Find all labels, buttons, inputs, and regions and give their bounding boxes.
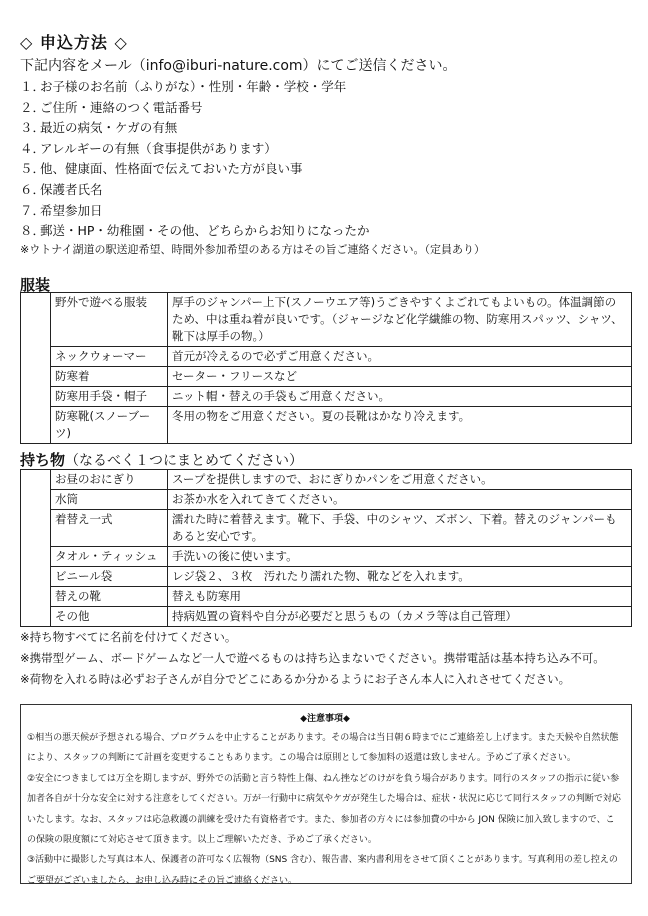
list-item: ７．希望参加日 bbox=[20, 202, 103, 218]
table-row bbox=[21, 587, 632, 607]
belongings-notes bbox=[20, 627, 605, 690]
table-row bbox=[21, 293, 632, 347]
belongings-table bbox=[20, 469, 632, 627]
notice-paragraph: ②安全につきましては万全を期しますが、野外での活動と言う特性上傷、ねん挫などのけがを負う場合があります。同行のスタッフの指示に従い参加者各自が十分な安全に対する注意をしてください。万が一行動中に病気やケガが発生した場合は、症状・状況に応じて同行スタッフの判断で対応いたします。なお、スタッフは応急救護の訓練を受けた有資格者です。また、参加者の方々には参加費の中から JON 保険に加入致しますので、この保険の限度額にて対応させて頂きます。以上ご理解いただき、予めご了承ください。 bbox=[27, 773, 621, 846]
pickup-note: ※ウトナイ湖道の駅送迎希望、時間外参加希望のある方はその旨ご連絡ください。（定員あり） bbox=[20, 243, 485, 256]
list-item: ５．他、健康面、性格面で伝えておいた方が良い事 bbox=[20, 161, 303, 177]
note-item: ※携帯型ゲーム、ボードゲームなど一人で遊べるものは持ち込まないでください。携帯電話は基本持ち込み不可。 bbox=[20, 651, 605, 665]
list-item: ８．郵送・HP・幼稚園・その他、どちらからお知りになったか bbox=[20, 223, 370, 239]
table-cell: 冬用の物をご用意ください。夏の長靴はかなり冷えます。 bbox=[168, 407, 632, 444]
table-cell: 手洗いの後に使います。 bbox=[168, 547, 632, 567]
table-row bbox=[21, 407, 632, 444]
note-item: ※持ち物すべてに名前を付けてください。 bbox=[20, 630, 237, 644]
table-row bbox=[21, 510, 632, 547]
table-row bbox=[21, 470, 632, 490]
table-cell: 水筒 bbox=[51, 490, 168, 510]
table-cell: 着替え一式 bbox=[51, 510, 168, 547]
list-item: ３．最近の病気・ケガの有無 bbox=[20, 120, 178, 136]
table-cell: 首元が冷えるので必ずご用意ください。 bbox=[168, 347, 632, 367]
table-cell: ネックウォーマー bbox=[51, 347, 168, 367]
notice-paragraph: ③活動中に撮影した写真は本人、保護者の許可なく広報物（SNS 含む）、報告書、案内書利用をさせて頂くことがあります。写真利用の差し控えのご要望がございましたら、お申し込み時にその旨ご連絡ください。 bbox=[27, 855, 618, 886]
table-cell: 野外で遊べる服装 bbox=[51, 293, 168, 347]
table-cell: ニット帽・替えの手袋もご用意ください。 bbox=[168, 387, 632, 407]
application-steps-list bbox=[20, 77, 369, 242]
table-row bbox=[21, 490, 632, 510]
table-cell: 防寒着 bbox=[51, 367, 168, 387]
table-cell: 防寒靴(スノーブーツ) bbox=[51, 407, 168, 444]
clothing-section-title: 服装 bbox=[20, 276, 51, 294]
table-cell: 厚手のジャンパー上下(スノーウエア等)うごきやすくよごれてもよいもの。体温調節のため、中は重ね着が良いです。（ジャージなど化学繊維の物、防寒用スパッツ、シャツ、靴下は厚手の物。） bbox=[168, 293, 632, 347]
table-row bbox=[21, 547, 632, 567]
table-row bbox=[21, 367, 632, 387]
list-item: ４．アレルギーの有無（食事提供があります） bbox=[20, 140, 277, 156]
table-row bbox=[21, 607, 632, 627]
table-cell: スープを提供しますので、おにぎりかパンをご用意ください。 bbox=[168, 470, 632, 490]
intro-text: 下記内容をメール（info@iburi-nature.com）にてご送信ください。 bbox=[20, 58, 457, 74]
note-item: ※荷物を入れる時は必ずお子さんが自分でどこにあるか分かるようにお子さん本人に入れさせてください。 bbox=[20, 672, 571, 686]
notice-box bbox=[20, 704, 632, 884]
list-item: ６．保護者氏名 bbox=[20, 181, 103, 197]
table-cell: 替えの靴 bbox=[51, 587, 168, 607]
notice-paragraph: ①相当の悪天候が予想される場合、プログラムを中止することがあります。その場合は当日朝６時までにご連絡差し上げます。また天候や自然状態により、スタッフの判断にて計画を変更することもあります。この場合は原則として参加料の返還は致しません。予めご了承ください。 bbox=[27, 733, 619, 764]
table-cell: 濡れた時に着替えます。靴下、手袋、中のシャツ、ズボン、下着。替えのジャンパーもあると安心です。 bbox=[168, 510, 632, 547]
table-row bbox=[21, 567, 632, 587]
table-cell: レジ袋２、３枚 汚れたり濡れた物、靴などを入れます。 bbox=[168, 567, 632, 587]
table-row bbox=[21, 347, 632, 367]
page-title: ◇ 申込方法 ◇ bbox=[20, 33, 128, 52]
table-row bbox=[21, 387, 632, 407]
table-cell: 持病処置の資料や自分が必要だと思うもの（カメラ等は自己管理） bbox=[168, 607, 632, 627]
table-cell: タオル・ティッシュ bbox=[51, 547, 168, 567]
table-cell: 替えも防寒用 bbox=[168, 587, 632, 607]
belongings-section-title: 持ち物（なるべく１つにまとめてください） bbox=[20, 451, 304, 469]
list-item: ２．ご住所・連絡のつく電話番号 bbox=[20, 99, 203, 115]
clothing-table bbox=[20, 292, 632, 444]
table-cell: その他 bbox=[51, 607, 168, 627]
notice-title: ◆注意事項◆ bbox=[300, 714, 350, 724]
table-cell: ビニール袋 bbox=[51, 567, 168, 587]
table-cell: 防寒用手袋・帽子 bbox=[51, 387, 168, 407]
table-cell: セーター・フリースなど bbox=[168, 367, 632, 387]
table-cell: お昼のおにぎり bbox=[51, 470, 168, 490]
list-item: １．お子様のお名前（ふりがな）・性別・年齢・学校・学年 bbox=[20, 79, 347, 94]
table-cell: お茶か水を入れてきてください。 bbox=[168, 490, 632, 510]
